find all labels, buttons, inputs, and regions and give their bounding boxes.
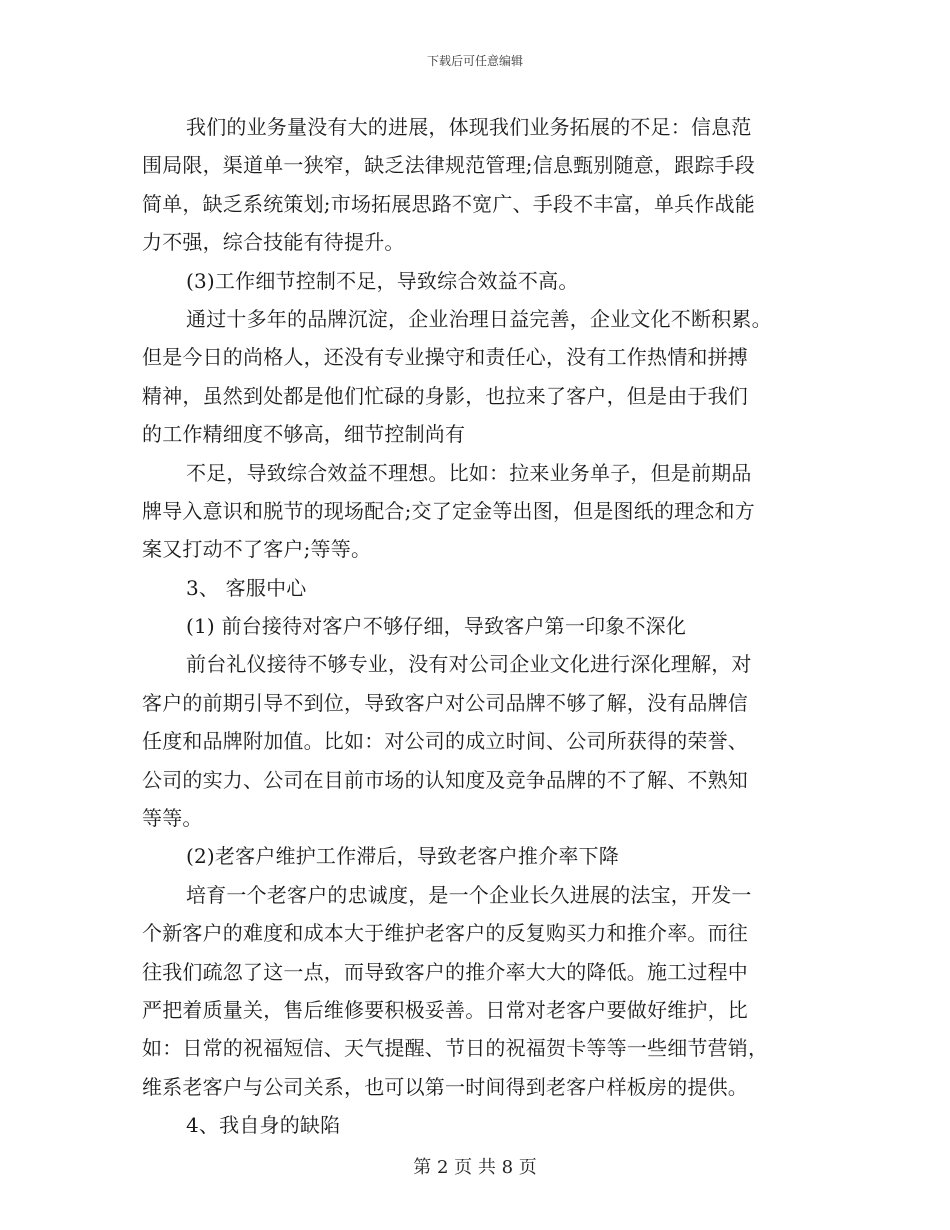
paragraph-line: 我们的业务量没有大的进展，体现我们业务拓展的不足：信息范 <box>186 115 752 139</box>
paragraph-line: 等等。 <box>142 806 203 831</box>
paragraph-line: 公司的实力、公司在目前市场的认知度及竞争品牌的不了解、不熟知 <box>142 767 748 792</box>
document-body <box>142 108 822 1145</box>
paragraph-line: 培育一个老客户的忠诚度，是一个企业长久进展的法宝，开发一 <box>186 882 752 907</box>
paragraph-line: 通过十多年的品牌沉淀，企业治理日益完善，企业文化不断积累。 <box>186 306 772 331</box>
section-heading: 3、 客服中心 <box>186 575 307 600</box>
paragraph-line: 严把着质量关，售后维修要积极妥善。日常对老客户要做好维护，比 <box>142 997 748 1022</box>
paragraph-line: 维系老客户与公司关系，也可以第一时间得到老客户样板房的提供。 <box>142 1074 748 1099</box>
section-heading: (2)老客户维护工作滞后，导致老客户推介率下降 <box>186 844 619 869</box>
paragraph-line: 但是今日的尚格人，还没有专业操守和责任心，没有工作热情和拼搏 <box>142 345 748 370</box>
paragraph-line: 不足，导致综合效益不理想。比如：拉来业务单子，但是前期品 <box>186 460 752 485</box>
section-heading: (3)工作细节控制不足，导致综合效益不高。 <box>186 268 579 293</box>
paragraph-line: 的工作精细度不够高，细节控制尚有 <box>142 422 466 447</box>
paragraph-line: 前台礼仪接待不够专业，没有对公司企业文化进行深化理解，对 <box>186 652 752 677</box>
page-header-note: 下载后可任意编辑 <box>426 54 523 68</box>
paragraph-line: 围局限，渠道单一狭窄，缺乏法律规范管理;信息甄别随意，跟踪手段 <box>142 153 755 178</box>
paragraph-line: 牌导入意识和脱节的现场配合;交了定金等出图，但是图纸的理念和方 <box>142 498 755 523</box>
paragraph-line: 往我们疏忽了这一点，而导致客户的推介率大大的降低。施工过程中 <box>142 959 748 984</box>
page-number: 第 2 页 共 8 页 <box>413 1157 537 1178</box>
section-heading: (1) 前台接待对客户不够仔细，导致客户第一印象不深化 <box>186 614 687 639</box>
paragraph-line: 精神，虽然到处都是他们忙碌的身影，也拉来了客户，但是由于我们 <box>142 383 748 408</box>
section-heading: 4、我自身的缺陷 <box>186 1113 341 1138</box>
paragraph-line: 个新客户的难度和成本大于维护老客户的反复购买力和推介率。而往 <box>142 921 748 946</box>
paragraph-line: 如：日常的祝福短信、天气提醒、节日的祝福贺卡等等一些细节营销， <box>142 1036 769 1061</box>
paragraph-line: 简单，缺乏系统策划;市场拓展思路不宽广、手段不丰富，单兵作战能 <box>142 191 755 216</box>
paragraph-line: 案又打动不了客户;等等。 <box>142 537 372 562</box>
paragraph-line: 客户的前期引导不到位，导致客户对公司品牌不够了解，没有品牌信 <box>142 690 748 715</box>
paragraph-line: 任度和品牌附加值。比如：对公司的成立时间、公司所获得的荣誉、 <box>142 729 748 754</box>
paragraph-line: 力不强，综合技能有待提升。 <box>142 230 405 255</box>
